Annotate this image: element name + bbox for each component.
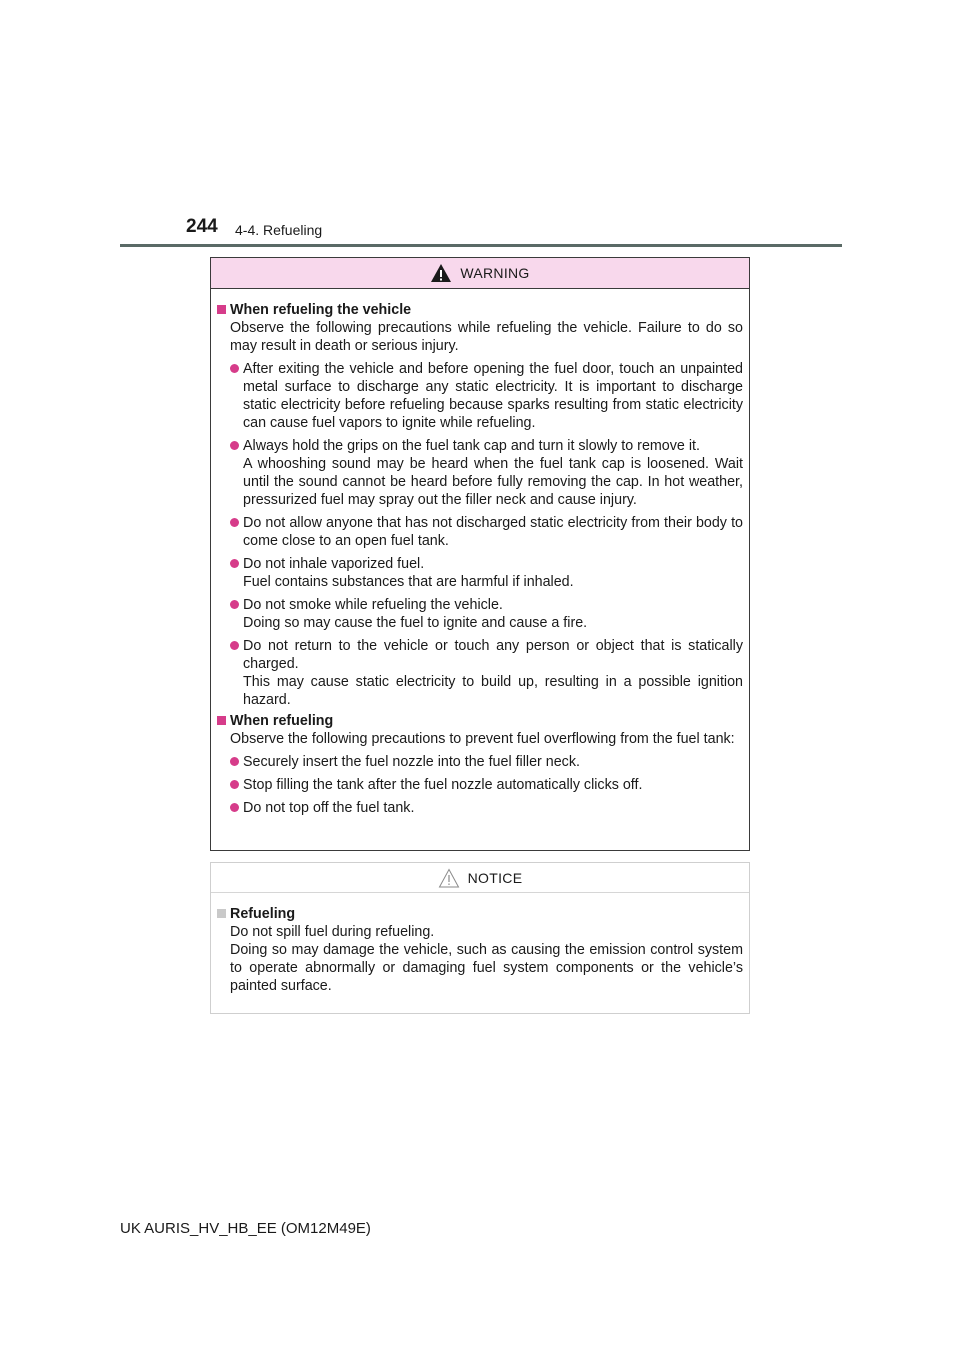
- list-item: [217, 514, 743, 550]
- list-item-text: After exiting the vehicle and before opening the fuel door, touch an unpainted metal surface to discharge any static electricity. It is important to discharge static electricity before refueling because sparks resulting from static electricity can cause fuel vapors to ignite while refueling.: [243, 361, 743, 431]
- warning-section-intro: Observe the following precautions to prevent fuel overflowing from the fuel tank:: [230, 731, 735, 747]
- warning-body: [211, 289, 749, 817]
- list-item: [217, 753, 743, 771]
- notice-line: Do not spill fuel during refueling.: [230, 924, 435, 940]
- circle-bullet-icon: [230, 757, 239, 766]
- list-item-text: Do not inhale vaporized fuel.: [243, 556, 425, 572]
- square-bullet-icon: [217, 716, 226, 725]
- list-item-text: Do not return to the vehicle or touch any person or object that is statically charged.: [243, 638, 743, 672]
- notice-title: NOTICE: [467, 869, 523, 886]
- list-item-detail: A whooshing sound may be heard when the fuel tank cap is loosened. Wait until the sound cannot be heard before fully removing the cap. In hot weather, pressurized fuel may spray out the filler neck and cause injury.: [243, 456, 743, 508]
- list-item-text: Securely insert the fuel nozzle into the fuel filler neck.: [243, 754, 580, 770]
- warning-section-heading: [217, 301, 743, 319]
- list-item: [217, 596, 743, 632]
- list-item-detail: Doing so may cause the fuel to ignite and cause a fire.: [243, 615, 588, 631]
- section-heading-text: When refueling: [230, 713, 334, 729]
- warning-triangle-icon: [430, 263, 452, 283]
- section-title: 4-4. Refueling: [235, 222, 323, 238]
- notice-text: [217, 923, 743, 995]
- warning-box: [210, 257, 750, 851]
- list-item: [217, 637, 743, 709]
- warning-title: WARNING: [460, 265, 530, 281]
- page-number: 244: [186, 216, 218, 237]
- caution-triangle-icon: [438, 868, 460, 888]
- warning-header: [211, 258, 749, 289]
- section-heading-text: When refueling the vehicle: [230, 302, 412, 318]
- list-item: [217, 437, 743, 509]
- circle-bullet-icon: [230, 780, 239, 789]
- circle-bullet-icon: [230, 559, 239, 568]
- list-item-text: Stop filling the tank after the fuel nozzle automatically clicks off.: [243, 777, 643, 793]
- list-item-text: Do not allow anyone that has not discharged static electricity from their body to come close to an open fuel tank.: [243, 515, 743, 549]
- notice-section-heading: [217, 905, 743, 923]
- circle-bullet-icon: [230, 441, 239, 450]
- header-rule: [120, 244, 842, 247]
- notice-body: [211, 893, 749, 995]
- warning-section-heading: [217, 712, 743, 730]
- list-item-text: Do not smoke while refueling the vehicle.: [243, 597, 503, 613]
- notice-box: [210, 862, 750, 1014]
- circle-bullet-icon: [230, 518, 239, 527]
- square-bullet-icon: [217, 305, 226, 314]
- list-item-text: Do not top off the fuel tank.: [243, 800, 415, 816]
- warning-section-intro: Observe the following precautions while refueling the vehicle. Failure to do so may result in death or serious injury.: [230, 320, 743, 354]
- list-item: [217, 555, 743, 591]
- notice-header: [211, 863, 749, 893]
- circle-bullet-icon: [230, 641, 239, 650]
- square-bullet-icon: [217, 909, 226, 918]
- list-item-detail: Fuel contains substances that are harmful if inhaled.: [243, 574, 574, 590]
- list-item-detail: This may cause static electricity to build up, resulting in a possible ignition hazard.: [243, 674, 743, 708]
- list-item: [217, 799, 743, 817]
- section-heading-text: Refueling: [230, 906, 296, 922]
- circle-bullet-icon: [230, 803, 239, 812]
- list-item: [217, 360, 743, 432]
- circle-bullet-icon: [230, 600, 239, 609]
- notice-line: Doing so may damage the vehicle, such as causing the emission control system to operate abnormally or damaging fuel system components or the vehicle’s painted surface.: [230, 942, 743, 994]
- footer-model-code: UK AURIS_HV_HB_EE (OM12M49E): [120, 1220, 371, 1237]
- list-item-text: Always hold the grips on the fuel tank cap and turn it slowly to remove it.: [243, 438, 700, 454]
- list-item: [217, 776, 743, 794]
- circle-bullet-icon: [230, 364, 239, 373]
